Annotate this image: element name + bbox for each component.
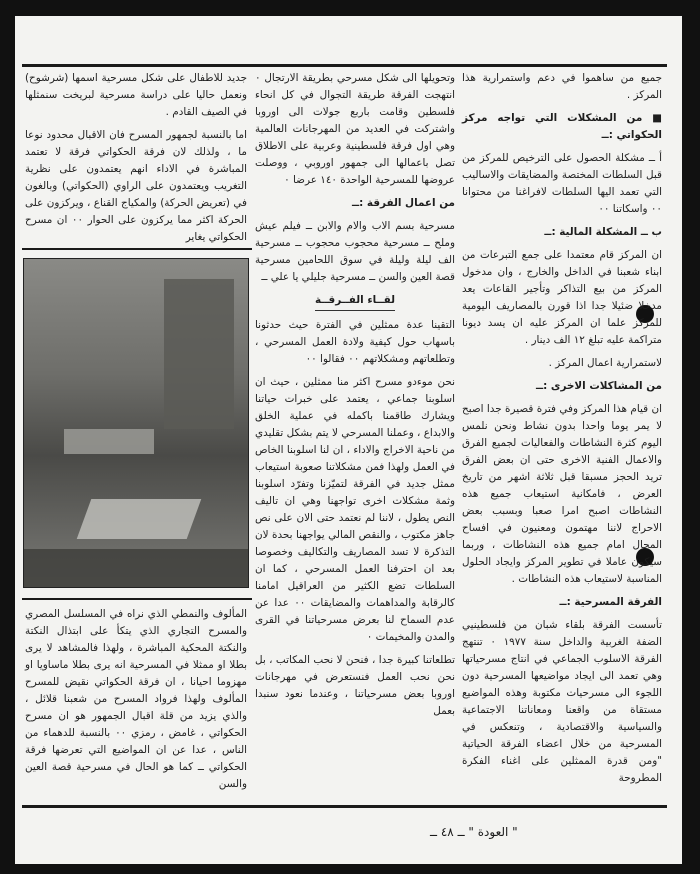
photo-wall: [164, 279, 234, 429]
interview-heading: [255, 292, 455, 311]
paragraph: لاستمرارية اعمال المركز .: [548, 357, 662, 369]
interview-heading-text: لقــاء الفــرقــة: [315, 292, 395, 311]
section-heading: ■ من المشكلات التي تواجه مركز الحكواتي :ــ: [462, 112, 662, 141]
paragraph: جميع من ساهموا في دعم واستمرارية هذا المركز .: [462, 72, 662, 101]
paragraph: ان قيام هذا المركز وفي فترة قصيرة جدا اصبح لا يمر يوما واحدا بدون نشاط ونحن نلمس اليوم كثرة النشاطات والفعاليات لجميع الفرق والاعمال الفنية الاخرى حتى ان بعض الفرق تريد الحجز مسبقا قبل ثلاثة اشهر من تاريخ العرض ، فامكانية استيعاب جميع هذه النشاطات اصبح امرا صعبا وبسبب بعض الاحراج لاننا مهتمون ومعنيون في افساح المجال امام جميع هذه النشاطات ، وربما سيكون عاملا في تطوير المركز وايجاد الحلول المناسبة لاستيعاب هذه النشاطات .: [462, 403, 662, 585]
left-column-top: [25, 70, 247, 252]
photo-floor: [24, 549, 248, 587]
paragraph: نحن موءدو مسرح اكثر منا ممثلين ، حيث ان اسلوبنا جماعي ، يعتمد على خبرات حياتنا ويشارك طاقمنا باكمله في عملية الخلق والابداع ، وعملنا المسرحي لا يتم بشكل تقليدي من ناحية الاخراج والاداء ، ان لنا اسلوبنا الخاص في العمل ولهذا فمن مشكلاتنا صعوبة استيعاب ممثل جديد في الفرقة لتميّزنا وتفرّد اسلوبنا وثمة مشكلات اخرى تواجهنا وهي ان تاليف النص يطول ، لاننا لم نعتمد حتى الان على نص جاهز مكتوب ، والنقص المالي يواجهنا بحدة لان التذكرة لا تسد المصاريف والتكاليف وخصوصا بعد ان احترفنا العمل المسرحي ، كما ان السلطات تضع الكثير من العراقيل امامنا كالرقابة والمداهمات والمضايقات ٠٠ عدا عن عدم السماح لنا بعرض مسرحياتنا في القرى والمدن والمخيمات ٠: [255, 376, 455, 643]
paragraph: التقينا عدة ممثلين في الفترة حيث حدثونا باسهاب حول كيفية ولادة العمل المسرحي ، وتطلعاتهم ومشكلاتهم ٠٠ فقالوا ٠٠: [255, 319, 455, 365]
paragraph: وتحويلها الى شكل مسرحي بطريقة الارتجال ٠ انتهجت الفرقة طريقة التجوال في كل انحاء فلسطين وقامت باربع جولات الى اوروبا واشتركت في العديد من المهرجانات العالمية وهي اول فرقة فلسطينية وعربية على الاطلاق تصل باعمالها الى جمهور اوروبي ، ووصلت عروضها للمسرحية الواحدة ١٤٠ عرضا ٠: [255, 72, 455, 186]
section-heading: من المشاكلات الاخرى :ــ: [536, 380, 662, 392]
right-column: [462, 70, 662, 793]
left-column-bottom: [25, 606, 247, 799]
paragraph: المألوف والنمطي الذي نراه في المسلسل المصري والمسرح التجاري الذي يتكأ على ابتذال النكتة والنكتة المحكية المباشرة ، ولهذا فالمشاهد لا يرى بطلا او ممثلا في المسرحية انه يرى بطلا ماساويا او مهزوما احيانا ، ان فرقة الحكواتي نقيض للمسرح المألوف ولهذا فرواد المسرح من شعبنا قلائل ، والذي يزيد من قلة اقبال الجمهور هو ان مسرح الحكواتي ، غامض ، رمزي ٠٠ بالنسبة للدهماء من الناس ، عدا عن ان المواضيع التي تعرضها فرقة الحكواتي ــ كما هو الحال في مسرحية قصة العين والسن: [25, 608, 247, 790]
section-heading: من اعمال الفرقة :ــ: [352, 197, 455, 209]
section-heading: ب ــ المشكلة المالية :ــ: [544, 226, 662, 238]
photo-bottom-rule: [22, 598, 252, 600]
section-heading: الفرقة المسرحية :ــ: [559, 596, 662, 608]
top-rule: [22, 64, 667, 67]
paragraph: أ ــ مشكلة الحصول على الترخيص للمركز من قبل السلطات المختصة والمضايقات والاساليب التي تعمد اليها السلطات لافراغنا من محتوانا ٠٠ واسكاتنا ٠٠: [462, 152, 662, 215]
paragraph: مسرحية بسم الاب والام والابن ــ فيلم عيش وملح ــ مسرحية محجوب محجوب ــ مسرحية الف ليلة وليلة في سوق اللحامين مسرحية قصة العين والسن ــ مسرحية جليلي يا علي ــ: [255, 220, 455, 283]
photo-light-area: [77, 499, 202, 539]
bottom-rule: [22, 805, 667, 808]
paragraph: جديد للاطفال على شكل مسرحية اسمها (شرشوح) ونعمل حاليا على دراسة مسرحية لبريخت سنمثلها في الصيف القادم .: [25, 72, 247, 118]
middle-column: [255, 70, 455, 726]
paragraph: تطلعاتنا كبيرة جدا ، فنحن لا نحب المكاتب ، بل نحن نحب العمل فنستعرض في مهرجانات اوروبا بعض مسرحياتنا ، وعندما نعود سنبدا بعمل: [255, 654, 455, 717]
theatre-photo: [23, 258, 249, 588]
paragraph: اما بالنسبة لجمهور المسرح فان الاقبال محدود نوعا ما ، ولذلك لان فرقة الحكواتي فرقة لا تعتمد المباشرة في الاداء انهم يعتمدون على نظرية التغريب ويعتمدون على الراوي (الحكواتي) وبالغون في (تعريض الحركة) والمكياج القناع ، ويركزون على الحركة اكثر مما يركزون على الحوار ٠٠ ان مسرح الحكواتي يغاير: [25, 129, 247, 243]
page-footer: " العودة " ــ ٤٨ ــ: [430, 825, 518, 839]
paragraph: تأسست الفرقة بلقاء شبان من فلسطينيي الضفة الغربية والداخل سنة ١٩٧٧ ٠ تنتهج الفرقة الاسلوب الجماعي في انتاج مسرحياتها وهي تعمد الى ايجاد مواضيعها المسرحية دون اللجوء الى مسرحيات مكتوبة وهذه المواضيع مستقاة من واقعنا ومعاناتنا الاجتماعية والسياسية والاقتصادية ، وتنعكس في المسرحية من خلال اعضاء الفرقة الحياتية "ومن قدرة الممثلين على اغناء الفكرة المطروحة: [462, 619, 662, 784]
paragraph: ان المركز قام معتمدا على جمع التبرعات من ابناء شعبنا في الداخل والخارج ، وان مدخول المركز من بيع التذاكر وتأجير القاعات يعد مدخلا ضئيلا جدا اذا قورن بالمصاريف اليومية للمركز علما ان المركز عليه ان يسد ديونا متراكمة عليه تبلغ ١٢ الف دينار .: [462, 249, 662, 346]
photo-table: [64, 429, 154, 454]
